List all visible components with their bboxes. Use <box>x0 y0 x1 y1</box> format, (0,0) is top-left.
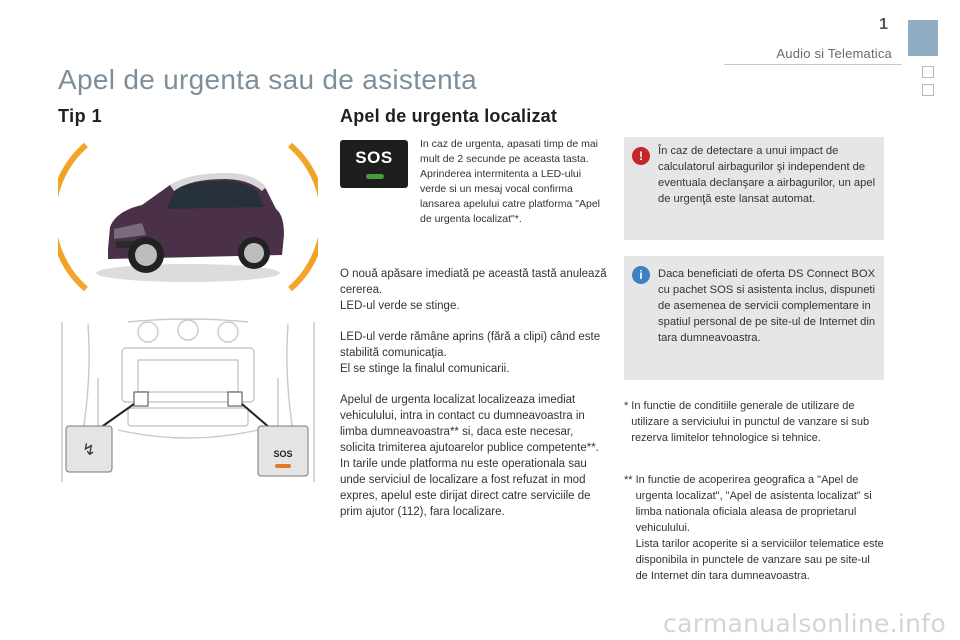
chapter-title: Audio si Telematica <box>776 46 892 61</box>
section-heading-type: Tip 1 <box>58 106 103 126</box>
chapter-rule <box>724 64 902 65</box>
car-body <box>96 173 284 282</box>
svg-text:↯: ↯ <box>82 440 96 459</box>
footnote-1-text: In functie de conditiile generale de utilizare de utilizare a serviciului in punctul de vanzare si sub rezerva limitelor tehnologice si tehnice. <box>631 400 870 444</box>
info-icon: i <box>632 266 650 284</box>
dashboard-sos-label: SOS <box>273 449 293 459</box>
intro-paragraph: In caz de urgenta, apasati timp de mai mult de 2 secunde pe aceasta tasta. Aprinderea intermitenta a LED-ului verde si un mesaj vocal confirma lansarea apelului catre platforma "Apel de urgenta localizat"*. <box>420 138 600 225</box>
exclamation-icon: ! <box>632 147 650 165</box>
car-illustration <box>58 137 318 297</box>
sos-button-label: SOS <box>355 148 393 167</box>
footnote-2-mark: ** <box>624 474 633 486</box>
warning-note-text: În caz de detectare a unui impact de calculatorul airbagurilor şi independent de eventuala declanşare a airbagurilor, un apel de urgenţă este lansat automat. <box>658 145 876 205</box>
led-paragraph: LED-ul verde rămâne aprins (fără a clipi) când este stabilită comunicaţia. El se stinge la finalul comunicarii. <box>340 331 601 375</box>
info-note-text: Daca beneficiati de oferta DS Connect BOX cu pachet SOS si asistenta inclus, dispuneti de asemenea de servicii complementare in spatiul personal de pe site-ul de Internet din tara dumneavoastra. <box>658 268 876 344</box>
footnote-1-mark: * <box>624 400 629 412</box>
signal-waves-left <box>58 145 86 289</box>
description-paragraph: Apelul de urgenta localizat localizeaza imediat vehiculului, intra in contact cu dumneavoastra in limba dumneavoastra** si, daca este necesar, solicita trimiterea ajutoarelor publice competente**. In tarile unde platforma nu este operationala sau unde serviciul de localizare a fost refuzat in mod expres, apelul este dirijat direct catre serviciile de prim ajutor (112), fara localizare. <box>340 394 599 518</box>
footnote-2-text: In functie de acoperirea geografica a "Apel de urgenta localizat", "Apel de asistenta localizat" si limba nationala oficiala aleasa de proprietarul vehiculului. Lista tarilor acoperite si a serviciilor telematice este disponibila in punctele de vanzare sau pe site-ul de Internet din tara dumneavoastra. <box>635 474 884 582</box>
dashboard-illustration <box>58 318 318 486</box>
index-tab-box <box>922 84 934 96</box>
footnote-2 <box>624 472 884 584</box>
chapter-tab <box>908 20 938 56</box>
info-note <box>624 256 884 380</box>
page-title: Apel de urgenta sau de asistenta <box>58 64 478 95</box>
footnote-1 <box>624 398 894 446</box>
signal-waves-right <box>290 145 318 289</box>
watermark: carmanualsonline.info <box>663 609 946 638</box>
section-heading-localized-call: Apel de urgenta localizat <box>340 106 558 126</box>
sos-button[interactable] <box>340 140 408 188</box>
warning-note <box>624 137 884 240</box>
index-tab-box <box>922 66 934 78</box>
page-number: 1 <box>879 16 888 33</box>
sos-led-indicator <box>366 174 384 179</box>
cancel-paragraph: O nouă apăsare imediată pe această tastă anulează cererea. LED-ul verde se stinge. <box>340 268 607 312</box>
